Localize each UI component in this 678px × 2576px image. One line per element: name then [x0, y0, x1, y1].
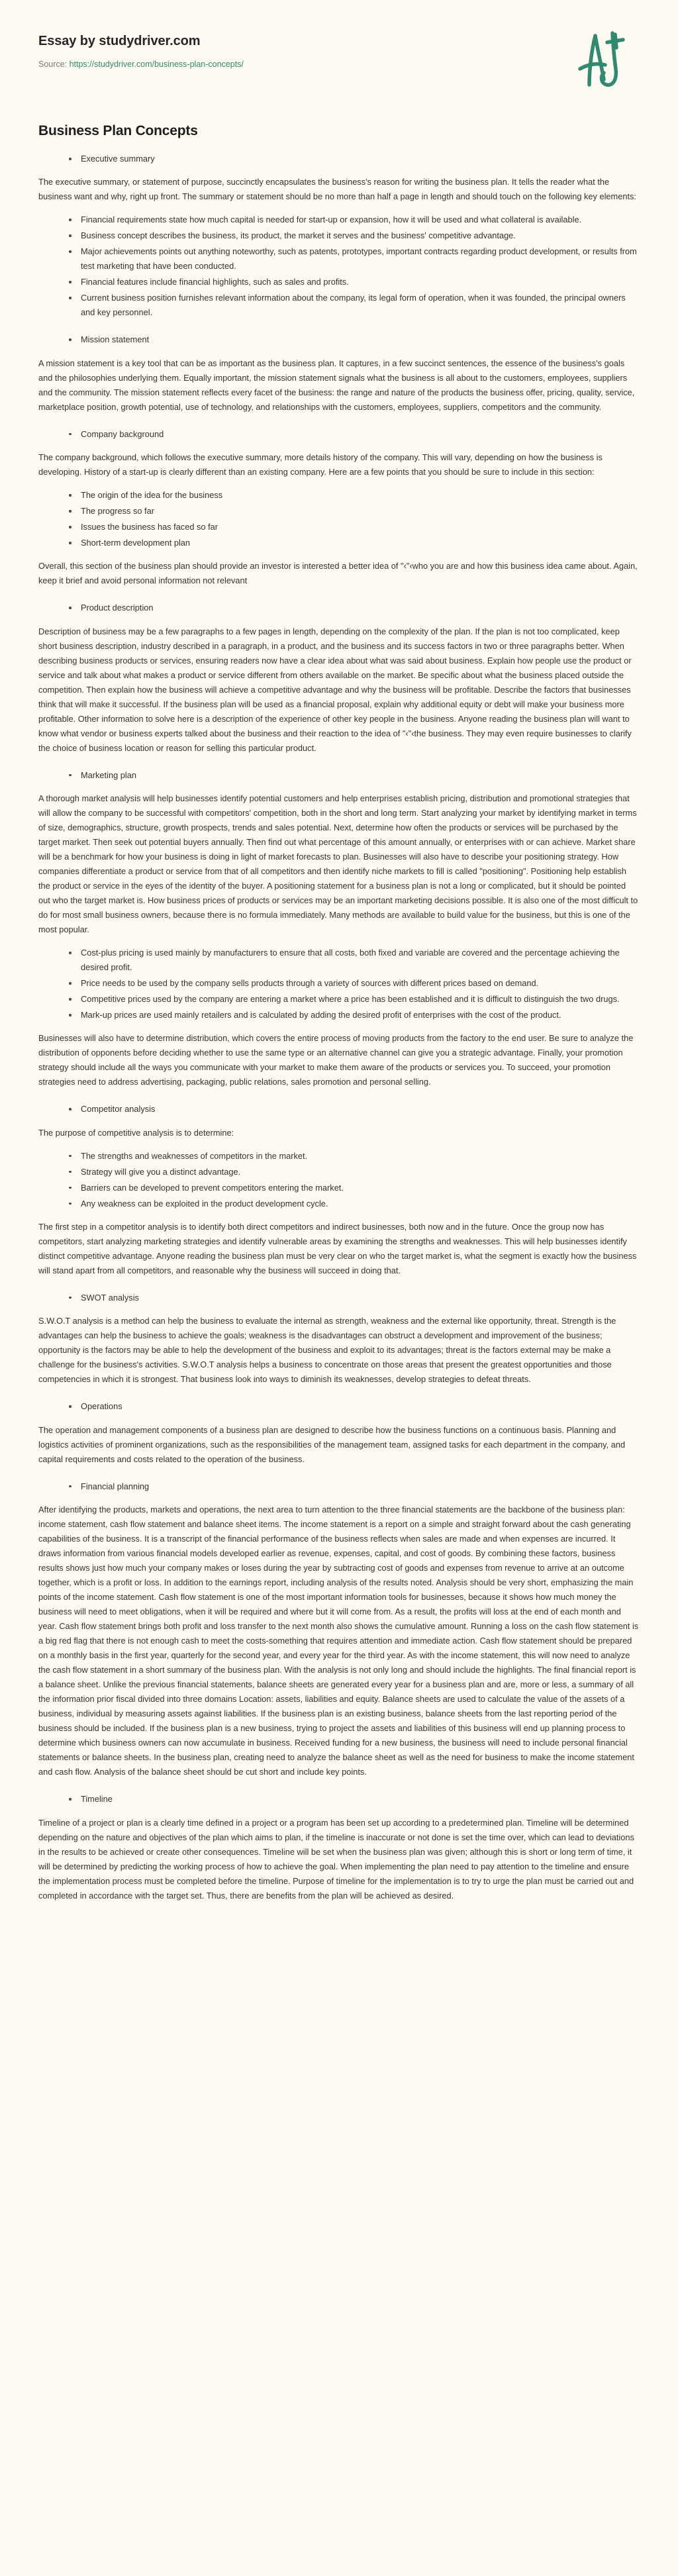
section-heading-bullet	[38, 1480, 640, 1493]
paragraph: The first step in a competitor analysis is to identify both direct competitors and indirect businesses, both now and in the future. Once the group now has competitors, start analyzing marketing strategies and identify vulnerable areas by examining the strengths and weaknesses. This will help businesses identify distinct competitive advantage. Anyone reading the business plan must be very clear on who the target market is, what the segment is exactly how the business will stand apart from all competitors, and reasonable why the business will succeed in doing that.	[38, 1221, 637, 1275]
section-heading-bullet	[38, 769, 640, 782]
essay-body	[0, 89, 678, 1952]
sections-container	[38, 152, 640, 1903]
list-item: Major achievements points out anything noteworthy, such as patents, prototypes, important contracts regarding product development, or results from test marketing that have been conducted.	[66, 244, 640, 273]
section-heading-bullet	[38, 1400, 640, 1413]
list-item: Cost-plus pricing is used mainly by manufacturers to ensure that all costs, both fixed and variable are covered and the percentage achieving the desired profit.	[66, 946, 640, 975]
source-line	[38, 60, 640, 70]
bullet-list	[38, 213, 640, 320]
list-item: Issues the business has faced so far	[66, 520, 640, 534]
list-item: Financial features include financial highlights, such as sales and profits.	[66, 275, 640, 289]
paragraph: The company background, which follows the executive summary, more details history of the company. This will vary, depending on how the business is developing. History of a start-up is clearly different than an existing company. Here are a few points that you should be sure to include in this section:	[38, 452, 603, 477]
list-item: Current business position furnishes relevant information about the company, its legal form of operation, when it was founded, the principal owners and key personnel.	[66, 291, 640, 320]
bullet-list	[38, 946, 640, 1022]
section-heading: Marketing plan	[66, 769, 640, 782]
list-item: Short-term development plan	[66, 536, 640, 550]
section-heading-bullet	[38, 1793, 640, 1806]
section-heading: Product description	[66, 601, 640, 615]
site-attribution-title: Essay by studydriver.com	[38, 34, 201, 48]
paragraph: A thorough market analysis will help businesses identify potential customers and help enterprises establish pricing, distribution and promotional strategies that will allow the company to be successful with competitors' competition, both in the short and long term. Start analyzing your market by identifying market in terms of size, demographics, structure, growth prospects, trends and sales potential. Next, determine how often the products or services will be purchased by the target market. Then seek out potential buyers annually. Then find out what percentage of this amount annually, or enterprises with or can achieve. Market share will be a benchmark for how your business is doing in light of market forecasts to plan. Businesses will also have to describe your positioning strategy. How companies differentiate a product or service from that of all competitors and then identify niche markets to fill is called "positioning". Positioning help establish the product or service in the eyes of the identity of the buyer. A positioning statement for a business plan is not a long or complicated, but it should be pointed out who the target market is. How business prices of products or services may be an important marketing decisions possible. It is also one of the most difficult to do for most small business owners, because there is no formula immediately. Many methods are available to build value for the business, but this is one of the most popular.	[38, 793, 638, 935]
bullet-list	[38, 488, 640, 550]
section-heading: Timeline	[66, 1793, 640, 1806]
section-heading-bullet	[38, 428, 640, 441]
paragraph: S.W.O.T analysis is a method can help the business to evaluate the internal as strength, weakness and the external like opportunity, threat. Strength is the advantages can help the business to achieve the goals; weakness is the disadvantages can obstruct a development and improvement of the business; opportunity is the factors may be able to help the development of the business and exploit to its advantages; threat is the factors external may be make a challenge for the business's activities. S.W.O.T analysis helps a business to concentrate on those areas that present the greatest opportunities and those competencies in which it is strongest. That business look into ways to diminish its weaknesses, develop strategies to defeat threats.	[38, 1316, 616, 1385]
paragraph: Timeline of a project or plan is a clearly time defined in a project or a program has been set up according to a predetermined plan. Timeline will be determined depending on the nature and objectives of the plan which aims to plan, if the timeline is inaccurate or not done is set the time over, which can lead to deviations in the results to be achieved or create other consequences. Timeline will be set when the business plan was given; although this is short or long term of time, it will be determined by predicting the working process of how to achieve the goal. When implementing the plan need to pay attention to the timeline and ensure the implementation process must be completed before the timeline. Purpose of timeline for the implementation is to try to urge the plan must be carried out and completed in accordance with the target set. Thus, there are benefits from the plan will be achieved as desired.	[38, 1817, 634, 1901]
paragraph: The operation and management components of a business plan are designed to describe how the business functions on a continuous basis. Planning and logistics activities of prominent organizations, such as the responsibilities of the management team, assigned tasks for each department in the company, and capital requirements and costs related to the operation of the business.	[38, 1424, 626, 1464]
section-heading-bullet	[38, 1291, 640, 1305]
bullet-list	[38, 1149, 640, 1211]
list-item: The progress so far	[66, 504, 640, 519]
paragraph: After identifying the products, markets and operations, the next area to turn attention to the three financial statements are the backbone of the business plan: income statement, cash flow statement and balance sheet items. The income statement is a report on a simple and straight forward about the cash generating capabilities of the business. It is a transcript of the financial performance of the business reflects when sales are made and when expenses are incurred. It draws information from various financial models developed earlier as revenue, expenses, capital, and cost of goods. By combining these factors, business results shows just how much your company makes or loses during the year by subtracting cost of goods and expenses from revenue to arrive at an outcome together, which is a profit or loss. In addition to the earnings report, including analysis of the results noted. Analysis should be very short, emphasizing the main points of the income statement. Cash flow statement is one of the most important information tools for businesses, because it shows how much money the business will need to meet obligations, when it will be required and where but it will come from. As a result, the profits will loss at the end of each month and year. Cash flow statement brings both profit and loss transfer to the next month also shows the cumulative amount. Running a loss on the cash flow statement is a big red flag that there is not enough cash to meet the costs-something that requires attention and immediate action. Cash flow statement should be prepared on a monthly basis in the first year, quarterly for the second year, and every year for the third year. As with the income statement, this will now need to analyze the cash flow statement in a short summary of the business plan. With the analysis is not only long and should include the highlights. The final financial report is a balance sheet. Unlike the previous financial statements, balance sheets are generated every year for a business plan and are, more or less, a summary of all the information prior fiscal divided into three domains Location: assets, liabilities and equity. Balance sheets are used to calculate the value of the assets of a business, individual by measuring assets against liabilities. If the business plan is an existing business, balance sheets from the last reporting period of the business should be included. If the business plan is a new business, trying to project the assets and liabilities of this business will end up planning process to determine which business owners can now accumulate in business. Received funding for a new business, the business will need to include personal financial statements or balance sheets. In the business plan, creating need to analyze the balance sheet as well as the need for business to make the income statement and cash flow. Analysis of the balance sheet should be cut short and include key points.	[38, 1505, 639, 1777]
paragraph: The purpose of competitive analysis is to determine:	[38, 1127, 234, 1138]
page-title: Business Plan Concepts	[38, 123, 198, 138]
list-item: Financial requirements state how much capital is needed for start-up or expansion, how it will be used and what collateral is available.	[66, 213, 640, 227]
list-item: Business concept describes the business, its product, the market it serves and the business' competitive advantage.	[66, 228, 640, 243]
paragraph: Description of business may be a few paragraphs to a few pages in length, depending on the complexity of the plan. If the plan is not too complicated, keep short business description, industry described in a paragraph, in a product, and the business and its success factors in two or three paragraphs better. When describing business products or services, ensuring readers now have a clear idea about what was said about business. Explain how people use the product or service and talk about what makes a product or service different from others available on the market. Be specific about what the business placed outside the competition. Then explain how the business will achieve a competitive advantage and why the business will be profitable. Describe the factors that businesses think that will make it successful. If the business plan will be used as a financial proposal, explain why additional equity or debt will make your business more profitable. Other information to solve here is a description of the experience of other key people in the business. Anyone reading the business plan will want to know what vendor or business experts talked about the business and their reaction to the idea of "‹"‹the business. They may even require businesses to clarify the choice of business location or reason for selling this particular product.	[38, 626, 632, 753]
section-heading: Executive summary	[66, 152, 640, 166]
paragraph: Businesses will also have to determine distribution, which covers the entire process of moving products from the factory to the end user. Be sure to analyze the distribution of opponents before deciding whether to use the same type or an alternative channel can give you a strategic advantage. Finally, your promotion strategy should include all the ways you communicate with your market to make them aware of the products or services you. To succeed, your promotion strategies need to address advertising, packaging, public relations, sales promotion and personal selling.	[38, 1033, 634, 1087]
section-heading: Operations	[66, 1400, 640, 1413]
list-item: Barriers can be developed to prevent competitors entering the market.	[66, 1181, 640, 1195]
section-heading-bullet	[38, 333, 640, 346]
section-heading: Financial planning	[66, 1480, 640, 1493]
list-item: The origin of the idea for the business	[66, 488, 640, 503]
section-heading: SWOT analysis	[66, 1291, 640, 1305]
source-label: Source:	[38, 60, 68, 69]
section-heading: Competitor analysis	[66, 1103, 640, 1116]
list-item: Price needs to be used by the company sells products through a variety of sources with different prices based on demand.	[66, 976, 640, 991]
section-heading-bullet	[38, 1103, 640, 1116]
list-item: Strategy will give you a distinct advantage.	[66, 1165, 640, 1179]
paragraph: The executive summary, or statement of purpose, succinctly encapsulates the business's reason for writing the business plan. It tells the reader what the business want and why, right up front. The summary or statement should be no more than half a page in length and should touch on the following key elements:	[38, 177, 636, 202]
paragraph: Overall, this section of the business plan should provide an investor is interested a better idea of "‹"‹who you are and how this business idea came about. Again, keep it brief and avoid personal information not relevant	[38, 561, 638, 586]
list-item: Competitive prices used by the company are entering a market where a price has been established and it is difficult to distinguish the two drugs.	[66, 992, 640, 1007]
source-url-link[interactable]: https://studydriver.com/business-plan-concepts/	[69, 60, 244, 69]
list-item: Mark-up prices are used mainly retailers and is calculated by adding the desired profit of enterprises with the cost of the product.	[66, 1008, 640, 1022]
section-heading-bullet	[38, 601, 640, 615]
section-heading-bullet	[38, 152, 640, 166]
list-item: Any weakness can be exploited in the product development cycle.	[66, 1197, 640, 1211]
page-header	[0, 0, 678, 89]
section-heading: Mission statement	[66, 333, 640, 346]
paragraph: A mission statement is a key tool that can be as important as the business plan. It captures, in a few succinct sentences, the essence of the business's goals and the philosophies underlying them. Equally important, the mission statement signals what the business is all about to the customers, employees, suppliers and the community. The mission statement reflects every facet of the business: the range and nature of the products the business offer, pricing, quality, service, marketplace position, growth potential, use of technology, and relationships with the customers, employees, suppliers, competitors and the community.	[38, 358, 635, 412]
list-item: The strengths and weaknesses of competitors in the market.	[66, 1149, 640, 1164]
studydriver-a-plus-logo	[560, 28, 633, 91]
section-heading: Company background	[66, 428, 640, 441]
